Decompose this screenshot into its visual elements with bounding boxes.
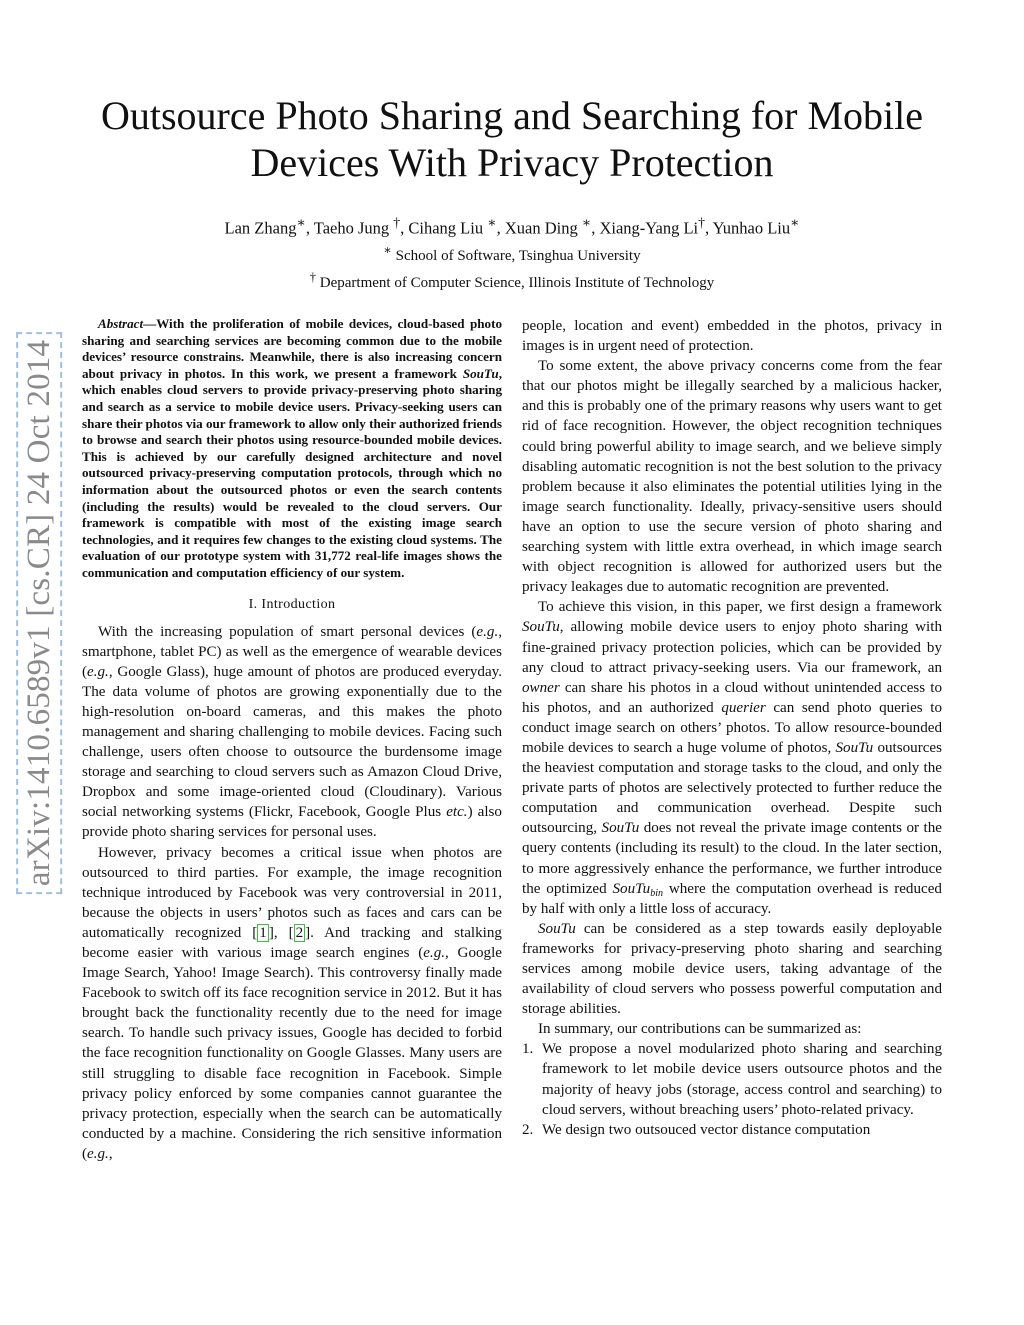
affiliation-mark: ∗ [383,242,392,257]
affiliation-mark: † [309,269,317,284]
body-paragraph: In summary, our contributions can be summarized as: [538,1021,862,1038]
author-name: Lan Zhang [224,218,297,238]
list-text: We propose a novel modularized photo sharing and searching framework to let mobile device users outsource photos and the majority of heavy jobs (storage, access control and searching) to cloud servers, without breaching users’ photo-related privacy. [542,1041,942,1118]
citation-link[interactable]: 2 [295,924,304,941]
author-name: Yunhao Liu [712,218,791,238]
body-paragraph: To some extent, the above privacy concerns come from the fear that our photos might be illegally searched by a malicious hacker, and this is probably one of the primary reasons why users want to get rid of face recognition. However, the object recognition techniques could bring powerful ability to image search, and we believe simply disabling automatic recognition is not the best solution to the privacy problem because it also eliminates the potential utilities lying in the image search functionality. Ideally, privacy-sensitive users should have an option to use the secure version of photo sharing and searching system with little extra overhead, in which image search with object recognition is allowed for authorized users but the privacy leakages due to automatic recognition are prevented. [522,358,942,596]
author-list: Lan Zhang∗, Taeho Jung †, Cihang Liu ∗, Xuan Ding ∗, Xiang-Yang Li†, Yunhao Liu∗ [224,215,800,238]
body-paragraph: SouTu can be considered as a step towards easily deployable frameworks for privacy-preserving photo sharing and searching services among mobile device users, taking advantage of the availability of cloud servers who possess powerful computation and storage abilities. [522,920,942,1018]
list-number: 1. [522,1041,534,1058]
abstract [82,316,502,582]
author-mark: † [393,215,401,230]
author-block [60,212,964,294]
author-name: Cihang Liu [408,218,484,238]
affiliation-text: School of Software, Tsinghua University [395,247,641,264]
author-mark: † [698,215,706,230]
contribution-list [522,1039,942,1139]
arxiv-identifier[interactable]: arXiv:1410.6589v1 [cs.CR] 24 Oct 2014 [16,332,62,894]
citation-link[interactable]: 1 [259,924,267,941]
author-mark: ∗ [581,215,592,230]
author-mark: ∗ [487,215,497,230]
author-mark: ∗ [790,215,800,230]
abstract-text: —With the proliferation of mobile devices, cloud-based photo sharing and searching services are becoming common due to the mobile devices’ resource constrains. Meanwhile, there is also increasing concern about privacy in photos. In this work, we present a framework SouTu, which enables cloud servers to provide privacy-preserving photo sharing and search as a service to mobile device users. Privacy-seeking users can share their photos via our framework to allow only their authorized friends to browse and search their photos using resource-bounded mobile devices. This is achieved by our carefully designed architecture and novel outsourced privacy-preserving computation protocols, through which no information about the outsourced photos or even the search contents (including the results) would be revealed to the cloud servers. Our framework is compatible with most of the existing image search technologies, and it requires few changes to the existing cloud systems. The evaluation of our prototype system with 31,772 real-life images shows the communication and computation efficiency of our system. [82,316,502,580]
author-mark: ∗ [296,215,306,230]
affiliation [60,267,964,294]
author-name: Xiang-Yang Li [599,218,699,238]
body-paragraph: To achieve this vision, in this paper, we first design a framework SouTu, allowing mobile device users to enjoy photo sharing with fine-grained privacy protection policies, which can be provided by any cloud to attract privacy-seeking users. Via our framework, an owner can share his photos in a cloud without unintended access to his photos, and an authorized querier can send photo queries to conduct image search on others’ photos. To allow resource-bounded mobile devices to search a huge volume of photos, SouTu outsources the heaviest computation and storage tasks to the cloud, and only the private parts of photos are selectively protected to further reduce the computation and communication overhead. Despite such outsourcing, SouTu does not reveal the private image contents or the query contents (including its result) to the cloud. In the later section, to more aggressively enhance the performance, we further introduce the optimized SouTu$_{bin}$ where the computation overhead is reduced by half with only a little loss of accuracy. [522,599,943,917]
body-paragraph: However, privacy becomes a critical issue when photos are outsourced to third parties. For example, the image recognition technique introduced by Facebook was very controversial in 2011, because the objects in users’ photos such as faces and cars can be automatically recognized [ 1 ], [ 2 ]. And tracking and stalking become easier with various image search engines (e.g., Google Image Search, Yahoo! Image Search). This controversy finally made Facebook to switch off its face recognition service in 2012. But it has brought back the functionality recently due to the need for image search. To handle such privacy issues, Google has decided to forbid the face recognition functionality on Google Glasses. Many users are still struggling to disable face recognition in Facebook. Simple privacy policy enforced by some companies cannot guarantee the privacy protection, especially when the search can be automatically conducted by a machine. Considering the rich sensitive information (e.g., [82,844,502,1162]
list-item [522,1120,942,1140]
left-column [82,316,502,1164]
body-paragraph: people, location and event) embedded in the photos, privacy in images is in urgent need of protection. [522,318,942,355]
list-number: 2. [522,1121,534,1138]
section-heading: I. Introduction [248,596,336,612]
author-name: Taeho Jung [313,218,390,238]
list-item [522,1039,942,1119]
affiliation-text: Department of Computer Science, Illinois Institute of Technology [319,274,715,291]
affiliation [60,240,964,267]
paper-title: Outsource Photo Sharing and Searching for Mobile Devices With Privacy Protection [100,93,924,185]
list-text: We design two outsouced vector distance computation [542,1121,871,1138]
right-column [522,316,942,1140]
author-name: Xuan Ding [504,218,578,238]
body-paragraph: With the increasing population of smart personal devices (e.g., smartphone, tablet PC) as well as the emergence of wearable devices (e.g., Google Glass), huge amount of photos are produced everyday. The data volume of photos are growing exponentially due to the high-resolution on-board cameras, and this makes the photo management and sharing challenging to mobile devices. Facing such challenge, users often choose to outsource the burdensome image storage and searching to cloud servers such as Amazon Cloud Drive, Dropbox and some image-oriented cloud (Cloudinary). Various social networking systems (Flickr, Facebook, Google Plus etc.) also provide photo sharing services for personal uses. [82,623,502,841]
abstract-label: Abstract [98,316,144,331]
arxiv-sidebar [14,322,64,904]
